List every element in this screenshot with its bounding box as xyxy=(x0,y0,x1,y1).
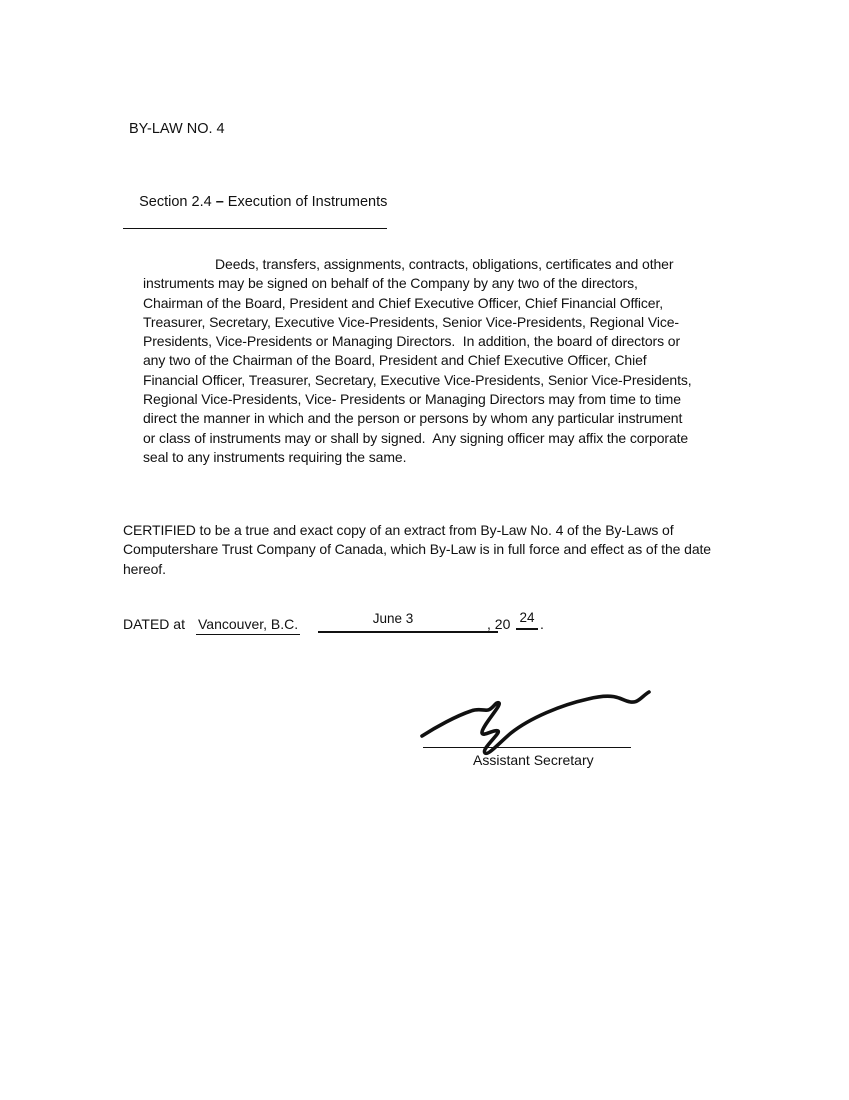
handwritten-signature-icon xyxy=(408,680,658,760)
paragraph-line: seal to any instruments requiring the same. xyxy=(143,448,407,465)
year-period: . xyxy=(540,616,544,632)
section-heading-prefix: Section 2.4 xyxy=(139,194,216,210)
section-heading-dash: – xyxy=(215,194,224,210)
handwritten-year-value: 24 xyxy=(516,610,538,630)
signature-role-label: Assistant Secretary xyxy=(473,752,594,768)
paragraph-line: direct the manner in which and the person or persons by whom any particular instrument xyxy=(143,410,683,427)
paragraph-line: Chairman of the Board, President and Chief Executive Officer, Chief Financial Officer, xyxy=(143,294,664,311)
dated-at-label: DATED at xyxy=(123,616,185,632)
paragraph-line: instruments may be signed on behalf of the Company by any two of the directors, xyxy=(143,275,638,292)
signature-line xyxy=(423,747,631,748)
paragraph-line: any two of the Chairman of the Board, President and Chief Executive Officer, Chief xyxy=(143,352,647,369)
section-heading xyxy=(123,178,387,229)
paragraph-line: Treasurer, Secretary, Executive Vice-Presidents, Senior Vice-Presidents, Regional Vice- xyxy=(143,313,679,330)
certification-line: Computershare Trust Company of Canada, which By-Law is in full force and effect as of the date xyxy=(123,541,711,558)
section-heading-suffix: Execution of Instruments xyxy=(223,194,388,210)
certification-line: CERTIFIED to be a true and exact copy of an extract from By-Law No. 4 of the By-Laws of xyxy=(123,522,674,538)
paragraph-line: Deeds, transfers, assignments, contracts, obligations, certificates and other xyxy=(215,256,674,272)
year-prefix-label: , 20 xyxy=(487,616,511,632)
paragraph-line: or class of instruments may or shall by signed. Any signing officer may affix the corporate xyxy=(143,429,689,446)
extract-paragraph xyxy=(143,255,743,467)
certification-line: hereof. xyxy=(123,560,166,577)
document-title: BY-LAW NO. 4 xyxy=(129,121,225,137)
certification-statement xyxy=(123,521,763,579)
handwritten-date-value: June 3 xyxy=(372,611,414,626)
paragraph-line: Presidents, Vice-Presidents or Managing Directors. In addition, the board of directors or xyxy=(143,333,681,350)
date-blank-line xyxy=(318,631,498,633)
paragraph-line: Regional Vice-Presidents, Vice- Presidents or Managing Directors may from time to time xyxy=(143,391,681,408)
dated-place-value: Vancouver, B.C. xyxy=(196,617,300,635)
paragraph-line: Financial Officer, Treasurer, Secretary, Executive Vice-Presidents, Senior Vice-Presidents, xyxy=(143,371,692,388)
